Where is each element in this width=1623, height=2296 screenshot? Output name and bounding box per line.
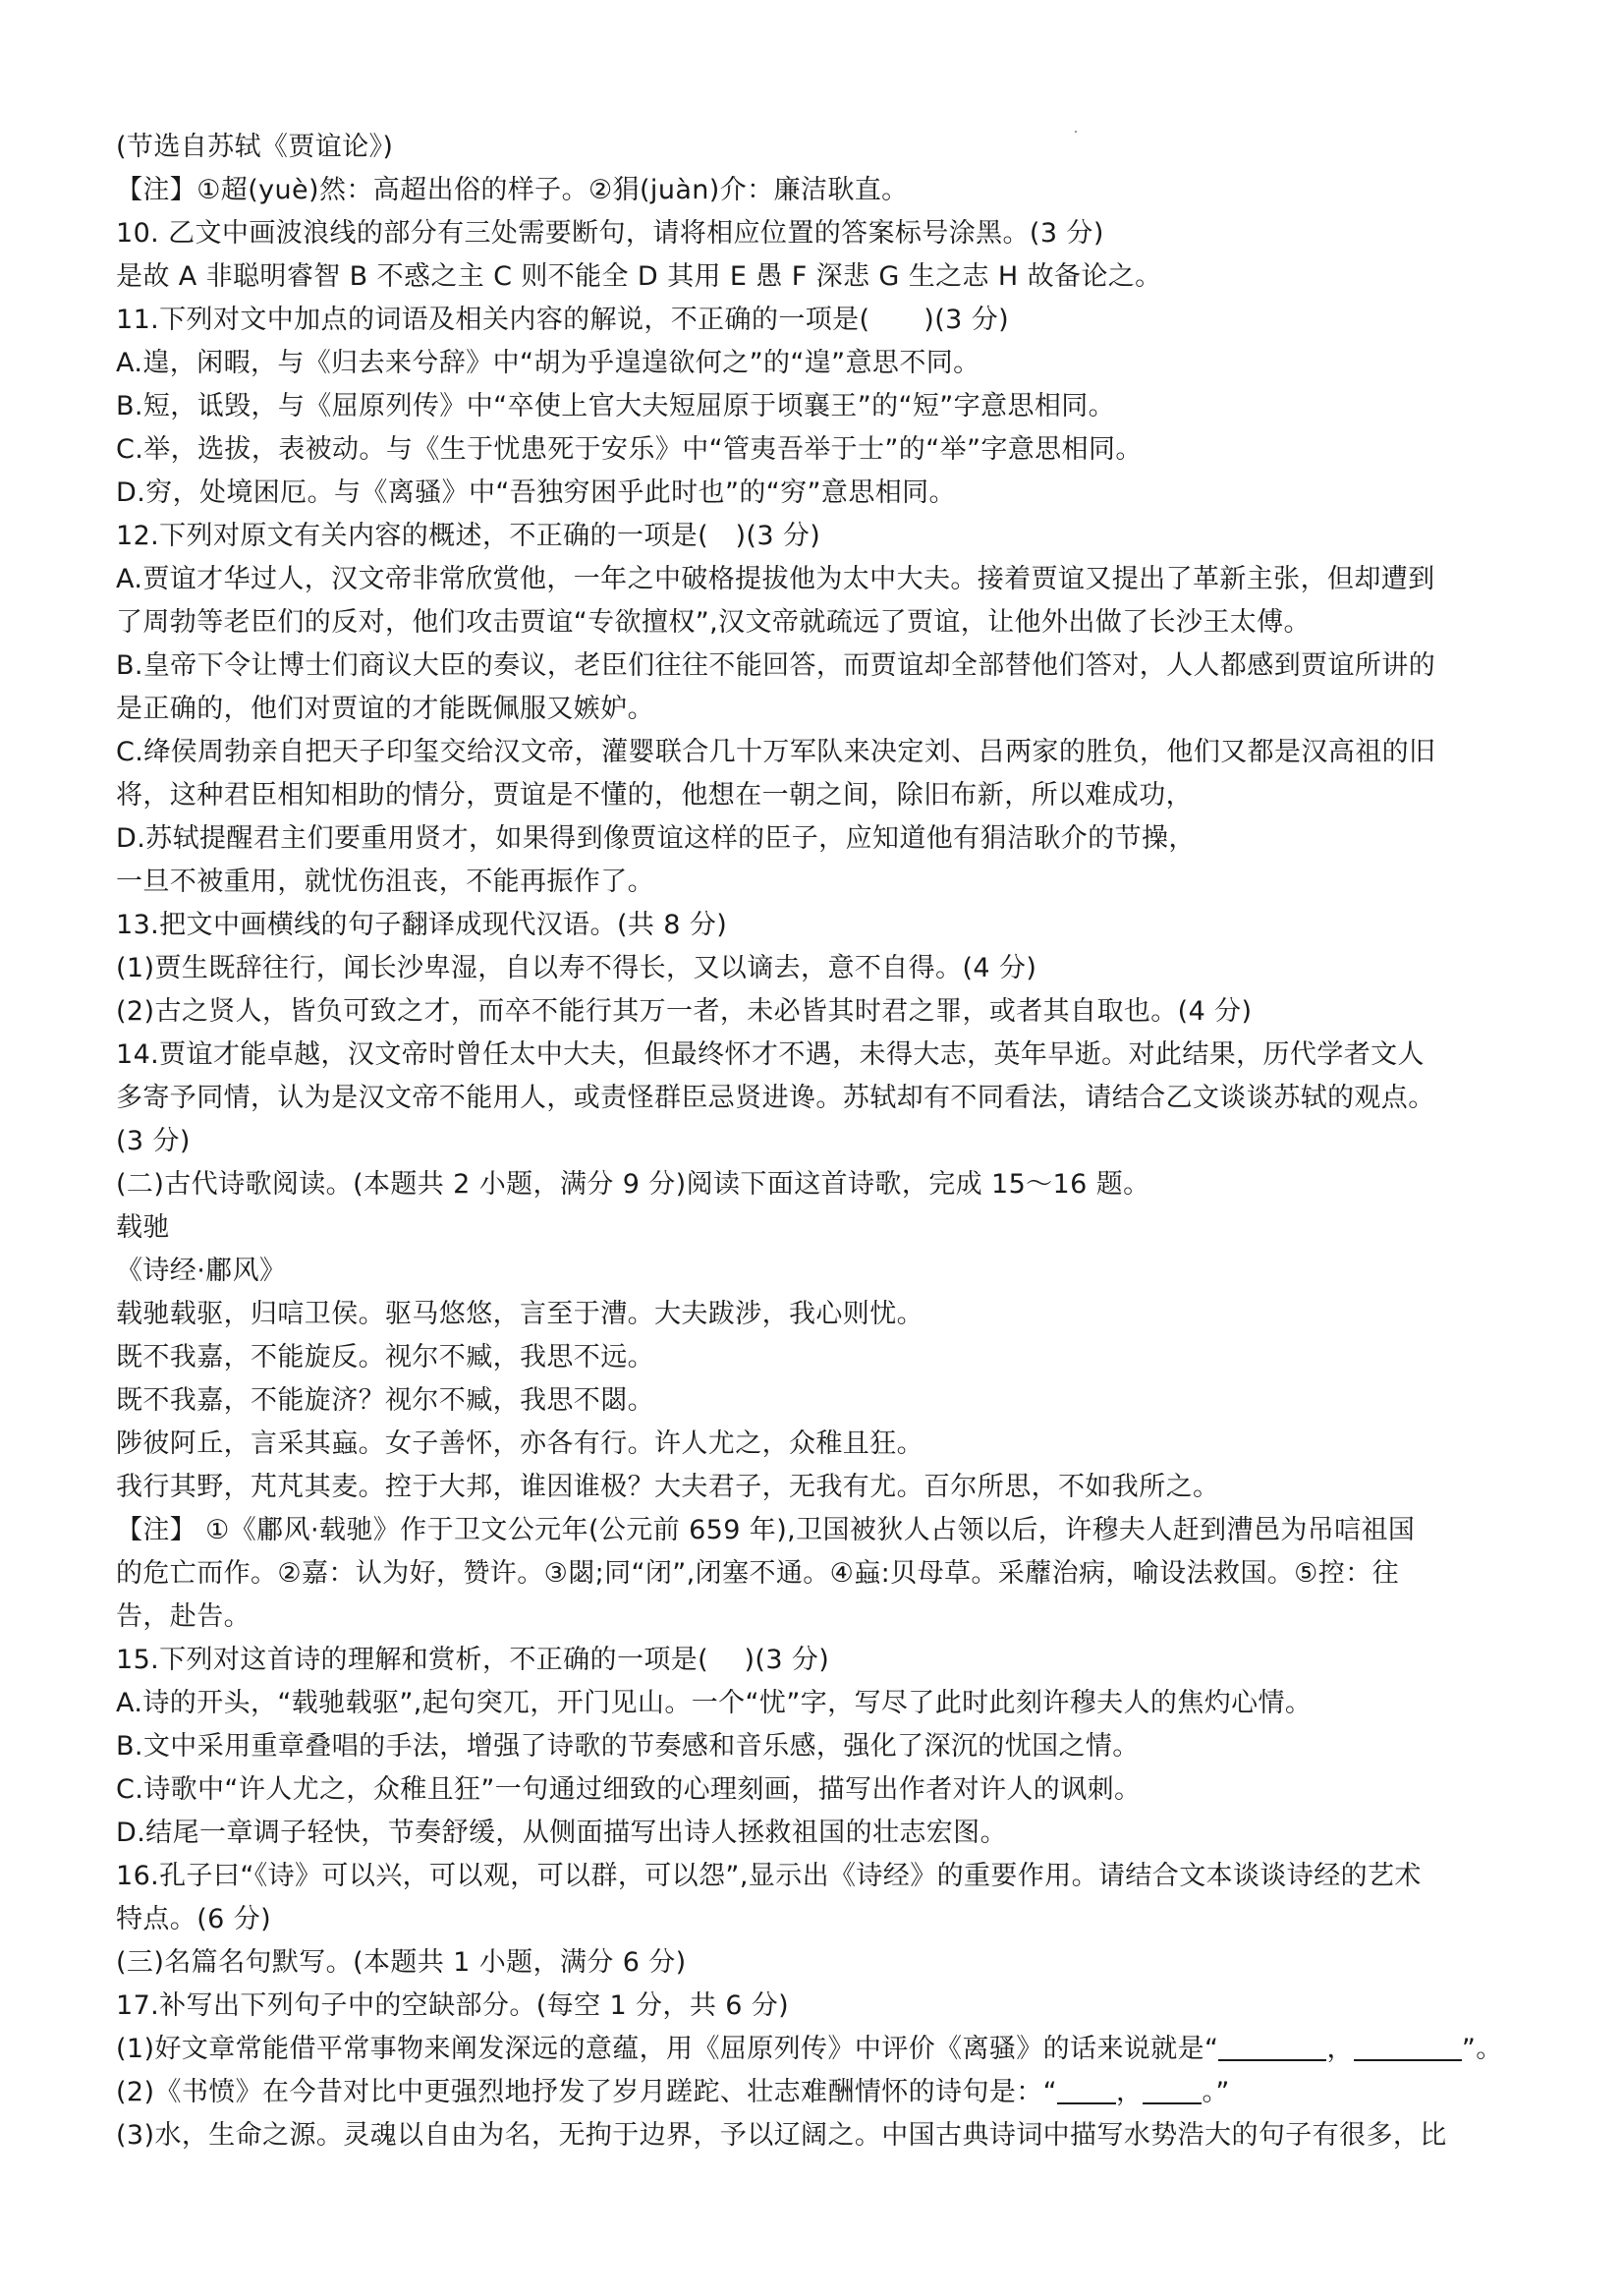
question-11-option-a: A.遑，闲暇，与《归去来兮辞》中“胡为乎遑遑欲何之”的“遑”意思不同。 [116, 348, 980, 378]
poem-stanza-2: 既不我嘉，不能旋反。视尔不臧，我思不远。 [116, 1342, 654, 1372]
answer-blank[interactable] [1354, 2030, 1462, 2061]
question-12-option-c-cont: 将，这种君臣相知相助的情分，贾谊是不懂的，他想在一朝之间，除旧布新，所以难成功， [116, 780, 1193, 811]
question-17-part-2 [116, 2071, 1531, 2114]
question-11-option-b: B.短，诋毁，与《屈原列传》中“卒使上官大夫短屈原于顷襄王”的“短”字意思相同。 [116, 391, 1116, 421]
question-12-option-b: B.皇帝下令让博士们商议大臣的奏议，老臣们往往不能回答，而贾谊却全部替他们答对，人人都感到贾谊所讲的 [116, 650, 1436, 681]
answer-blank[interactable] [1218, 2030, 1326, 2061]
answer-blank[interactable] [1143, 2073, 1202, 2104]
question-16: 16.孔子曰“《诗》可以兴，可以观，可以群，可以怨”,显示出《诗经》的重要作用。请结合文本谈谈诗经的艺术 [116, 1861, 1422, 1891]
question-10-text: 是故 A 非聪明睿智 B 不惑之主 C 则不能全 D 其用 E 愚 F 深悲 G 生之志 H 故备论之。 [116, 261, 1162, 292]
question-16-cont: 特点。(6 分) [116, 1904, 272, 1934]
question-13-part-1: (1)贾生既辞往行，闻长沙卑湿，自以寿不得长，又以谪去，意不自得。(4 分) [116, 953, 1037, 983]
poem-note: 【注】 ①《鄘风·载驰》作于卫文公元年(公元前 659 年),卫国被狄人占领以后，许穆夫人赶到漕邑为吊唁祖国 [116, 1515, 1416, 1545]
question-14-score: (3 分) [116, 1126, 191, 1156]
question-12-option-d-cont: 一旦不被重用，就忧伤沮丧，不能再振作了。 [116, 867, 654, 897]
blank-separator: ， [1116, 2077, 1144, 2107]
question-12: 12.下列对原文有关内容的概述，不正确的一项是( )(3 分) [116, 521, 821, 551]
question-10: 10. 乙文中画波浪线的部分有三处需要断句，请将相应位置的答案标号涂黑。(3 分) [116, 218, 1104, 249]
question-15-option-b: B.文中采用重章叠唱的手法，增强了诗歌的节奏感和音乐感，强化了深沉的忧国之情。 [116, 1731, 1140, 1762]
section-3-heading: (三)名篇名句默写。(本题共 1 小题，满分 6 分) [116, 1947, 687, 1978]
question-14-cont: 多寄予同情，认为是汉文帝不能用人，或责怪群臣忌贤进谗。苏轼却有不同看法，请结合乙文谈谈苏轼的观点。 [116, 1083, 1435, 1113]
question-17-part-3: (3)水，生命之源。灵魂以自由为名，无拘于边界，予以辽阔之。中国古典诗词中描写水势浩大的句子有很多，比 [116, 2120, 1447, 2151]
question-13: 13.把文中画横线的句子翻译成现代汉语。(共 8 分) [116, 910, 728, 940]
question-12-option-d: D.苏轼提醒君主们要重用贤才，如果得到像贾谊这样的臣子，应知道他有狷洁耿介的节操， [116, 823, 1196, 854]
question-15: 15.下列对这首诗的理解和赏析，不正确的一项是( )(3 分) [116, 1645, 830, 1675]
question-11: 11.下列对文中加点的词语及相关内容的解说，不正确的一项是( )(3 分) [116, 305, 1010, 335]
question-13-part-2: (2)古之贤人，皆负可致之才，而卒不能行其万一者，未必皆其时君之罪，或者其自取也。(4 分) [116, 996, 1253, 1027]
question-12-option-a: A.贾谊才华过人，汉文帝非常欣赏他，一年之中破格提拔他为太中大夫。接着贾谊又提出了革新主张，但却遭到 [116, 564, 1435, 594]
question-11-option-c: C.举，选拔，表被动。与《生于忧患死于安乐》中“管夷吾举于士”的“举”字意思相同。 [116, 434, 1143, 465]
section-2-heading: (二)古代诗歌阅读。(本题共 2 小题，满分 9 分)阅读下面这首诗歌，完成 15～16 题。 [116, 1169, 1150, 1200]
poem-title: 载驰 [116, 1212, 170, 1243]
poem-stanza-4: 陟彼阿丘，言采其蝱。女子善怀，亦各有行。许人尤之，众稚且狂。 [116, 1428, 923, 1459]
question-15-option-a: A.诗的开头，“载驰载驱”,起句突兀，开门见山。一个“忧”字，写尽了此时此刻许穆夫人的焦灼心情。 [116, 1688, 1313, 1718]
question-17-part-1-end: ”。 [1461, 2034, 1503, 2064]
question-15-option-d: D.结尾一章调子轻快，节奏舒缓，从侧面描写出诗人拯救祖国的壮志宏图。 [116, 1818, 1007, 1848]
question-12-option-c: C.绛侯周勃亲自把天子印玺交给汉文帝，灌婴联合几十万军队来决定刘、吕两家的胜负，他们又都是汉高祖的旧 [116, 737, 1436, 767]
question-17-part-1-text: (1)好文章常能借平常事物来阐发深远的意蕴，用《屈原列传》中评价《离骚》的话来说就是“ [116, 2034, 1219, 2064]
question-12-option-a-cont: 了周勃等老臣们的反对，他们攻击贾谊“专欲擅权”,汉文帝就疏远了贾谊，让他外出做了长沙王太傅。 [116, 607, 1311, 638]
question-17-part-1 [116, 2028, 1531, 2071]
poem-note-end: 告，赴告。 [116, 1601, 251, 1632]
annotation-note: 【注】①超(yuè)然：高超出俗的样子。②狷(juàn)介：廉洁耿直。 [116, 175, 909, 205]
question-15-option-c: C.诗歌中“许人尤之，众稚且狂”一句通过细致的心理刻画，描写出作者对许人的讽刺。 [116, 1774, 1142, 1805]
document-body [116, 126, 1531, 2157]
question-17: 17.补写出下列句子中的空缺部分。(每空 1 分，共 6 分) [116, 1990, 790, 2021]
question-17-part-2-text: (2)《书愤》在今昔对比中更强烈地抒发了岁月蹉跎、壮志难酬情怀的诗句是：“ [116, 2077, 1058, 2107]
answer-blank[interactable] [1057, 2073, 1116, 2104]
poem-stanza-3: 既不我嘉，不能旋济？视尔不臧，我思不閟。 [116, 1385, 654, 1416]
question-11-option-d: D.穷，处境困厄。与《离骚》中“吾独穷困乎此时也”的“穷”意思相同。 [116, 477, 956, 508]
poem-note-cont: 的危亡而作。②嘉：认为好，赞许。③閟;同“闭”,闭塞不通。④蝱:贝母草。采蘼治病，喻设法救国。⑤控：往 [116, 1558, 1399, 1589]
source-citation: (节选自苏轼《贾谊论》) [116, 132, 394, 162]
question-17-part-2-end: 。” [1202, 2077, 1230, 2107]
poem-stanza-5: 我行其野，芃芃其麦。控于大邦，谁因谁极？大夫君子，无我有尤。百尔所思，不如我所之。 [116, 1472, 1220, 1502]
question-14: 14.贾谊才能卓越，汉文帝时曾任太中大夫，但最终怀才不遇，未得大志，英年早逝。对此结果，历代学者文人 [116, 1039, 1425, 1070]
question-12-option-b-cont: 是正确的，他们对贾谊的才能既佩服又嫉妒。 [116, 694, 654, 724]
poem-stanza-1: 载驰载驱，归唁卫侯。驱马悠悠，言至于漕。大夫跋涉，我心则忧。 [116, 1299, 923, 1329]
blank-separator: ， [1326, 2034, 1354, 2064]
poem-source: 《诗经·鄘风》 [116, 1256, 287, 1286]
